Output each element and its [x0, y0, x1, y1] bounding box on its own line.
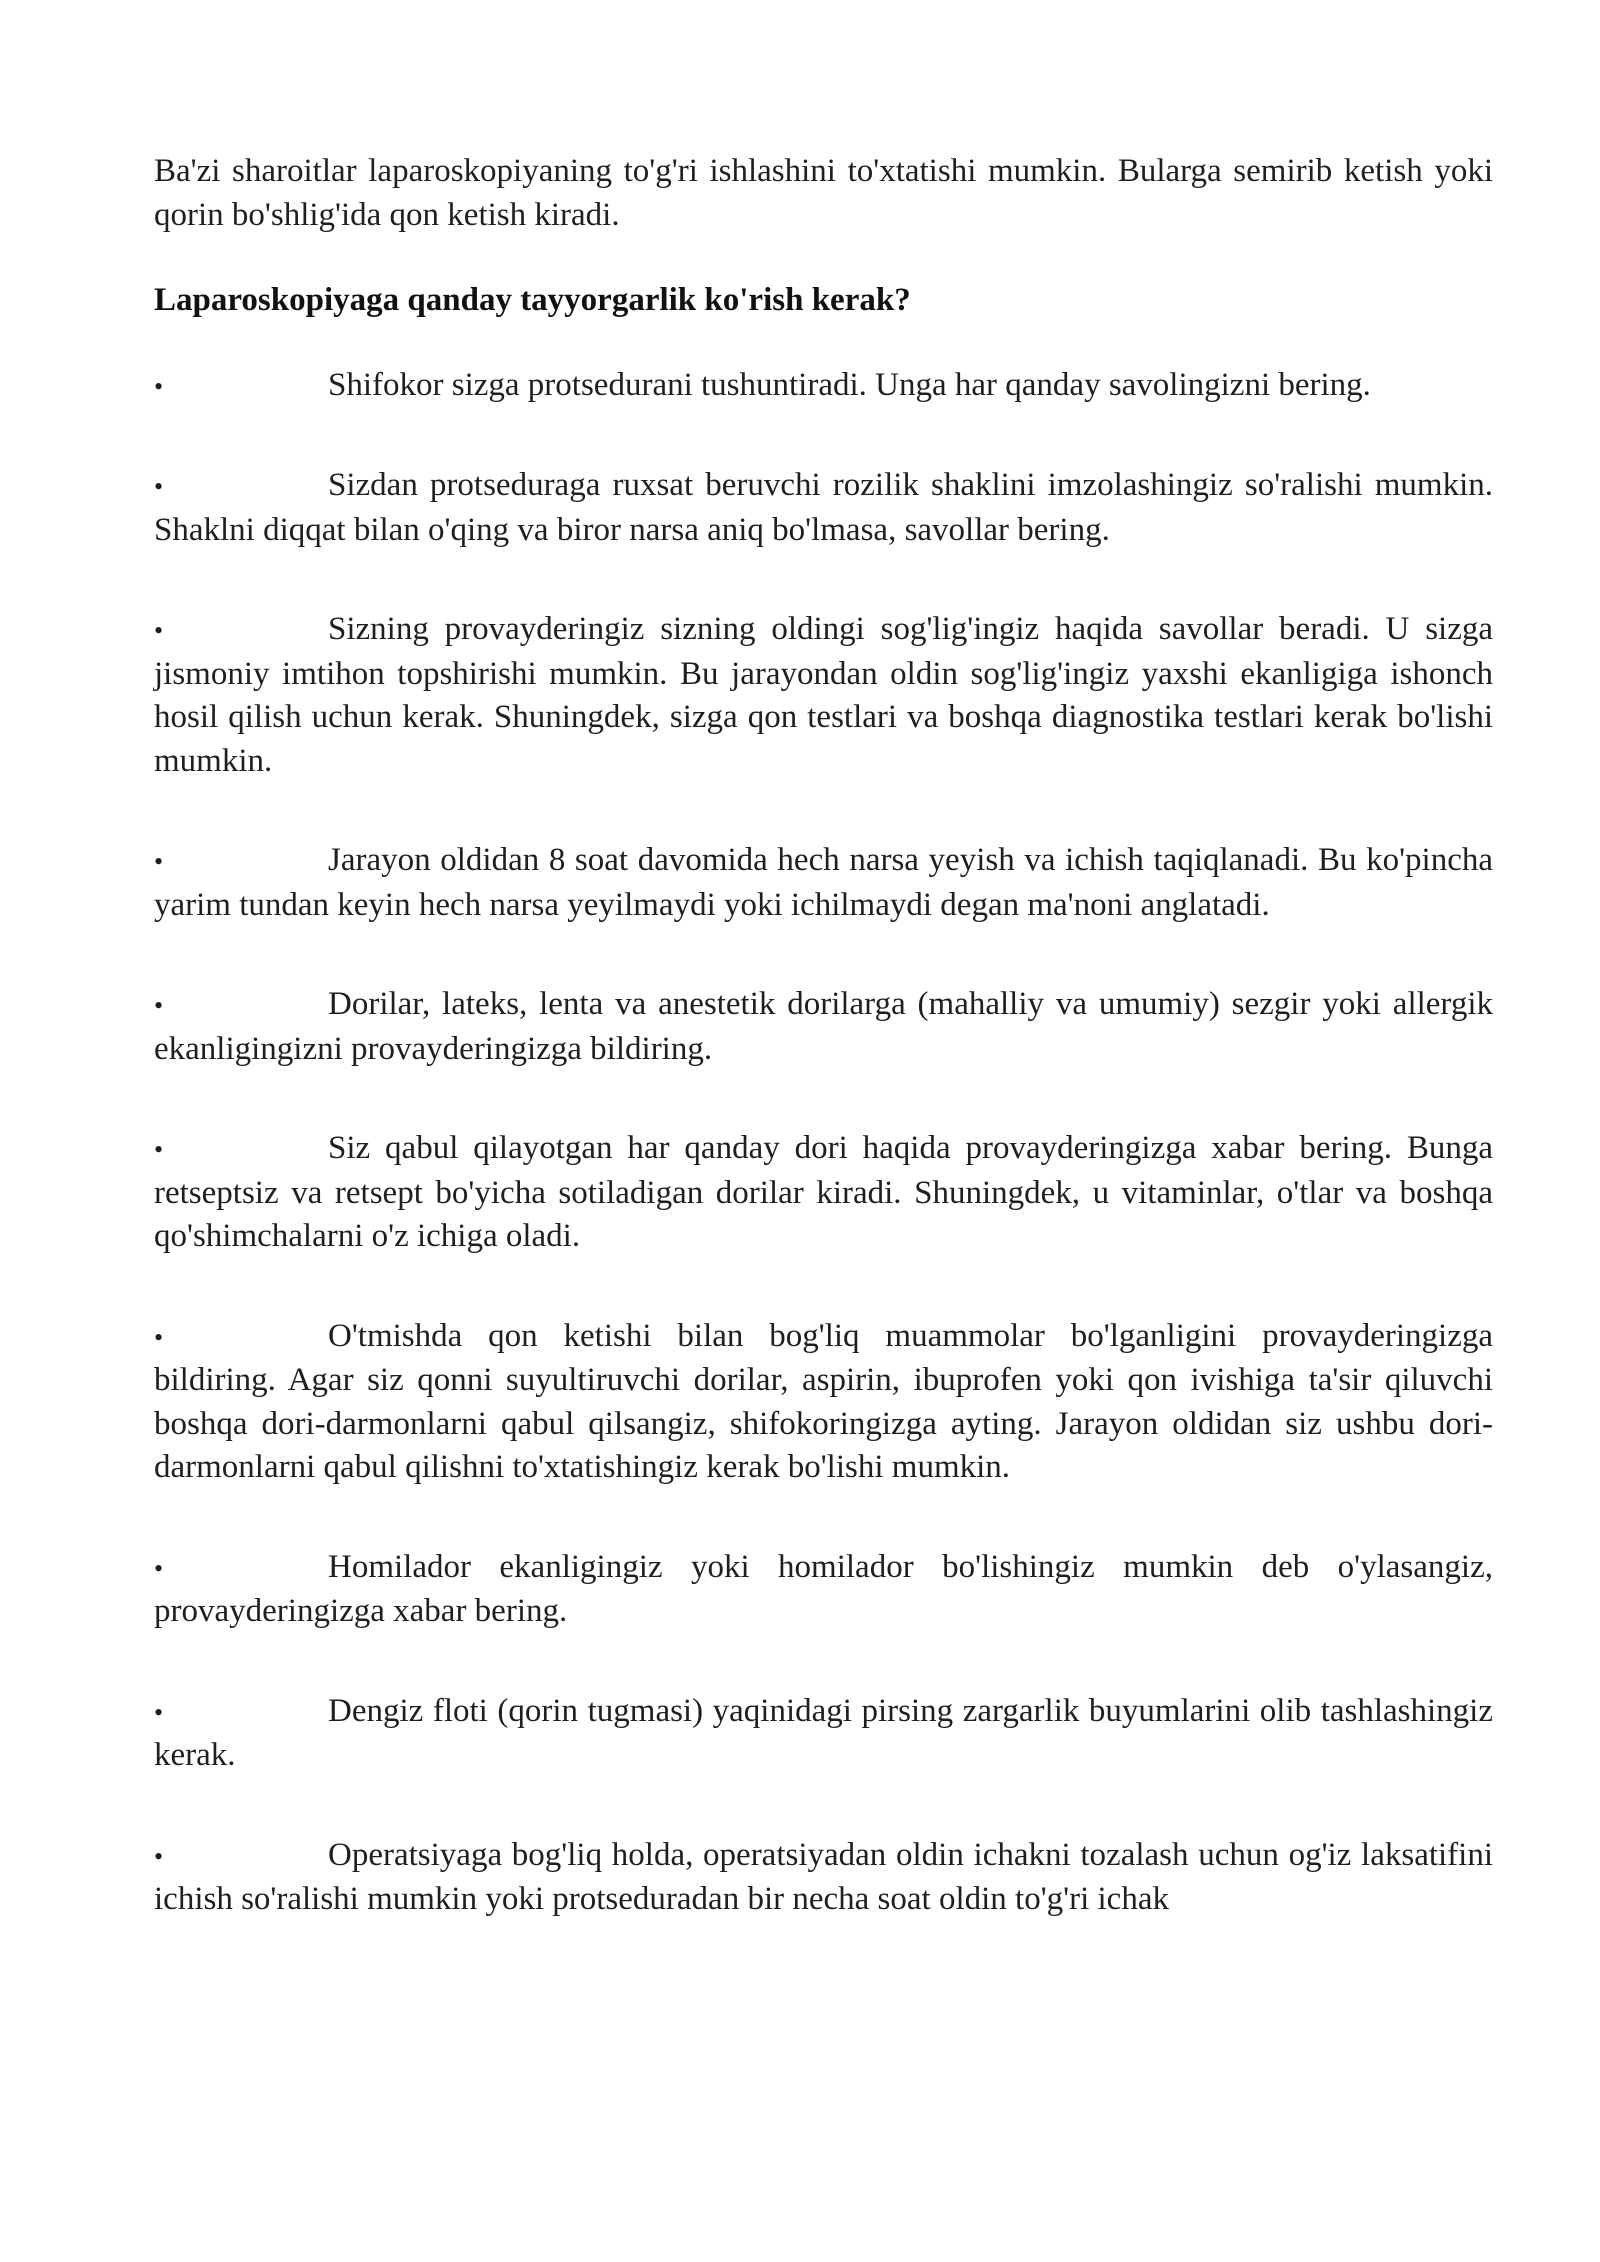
- list-item: [154, 364, 1493, 409]
- list-item-text: Sizning provayderingiz sizning oldingi sog'lig'ingiz haqida savollar beradi. U sizga jismoniy imtihon topshirishi mumkin. Bu jarayondan oldin sog'lig'ingiz yaxshi ekanligiga ishonch hosil qilish uchun kerak. Shuningdek, sizga qon testlari va boshqa diagnostika testlari kerak bo'lishi mumkin.: [154, 611, 1493, 779]
- bullet-icon: •: [154, 1135, 164, 1164]
- bullet-icon: •: [154, 1697, 164, 1727]
- list-item-text: Dengiz floti (qorin tugmasi) yaqinidagi pirsing zargarlik buyumlarini olib tashlashingiz kerak.: [154, 1692, 1493, 1773]
- list-item: [154, 608, 1493, 783]
- bullet-icon: •: [154, 371, 164, 401]
- intro-paragraph: Ba'zi sharoitlar laparoskopiyaning to'g'ri ishlashini to'xtatishi mumkin. Bularga semirib ketish yoki qorin bo'shlig'ida qon ketish kiradi.: [154, 153, 1493, 233]
- list-item-text: Shifokor sizga protsedurani tushuntiradi. Unga har qanday savolingizni bering.: [328, 366, 1371, 403]
- list-item: [154, 1690, 1493, 1778]
- bullet-icon: •: [154, 991, 164, 1020]
- bullet-icon: •: [154, 847, 164, 876]
- bullet-icon: •: [154, 472, 164, 501]
- list-item-text: Homilador ekanligingiz yoki homilador bo'lishingiz mumkin deb o'ylasangiz, provayderingizga xabar bering.: [154, 1548, 1493, 1629]
- list-item-text: Operatsiyaga bog'liq holda, operatsiyadan oldin ichakni tozalash uchun og'iz laksatifini ichish so'ralishi mumkin yoki protseduradan bir necha soat oldin to'g'ri ichak: [154, 1836, 1493, 1917]
- list-item: [154, 1834, 1493, 1922]
- section-heading: Laparoskopiyaga qanday tayyorgarlik ko'rish kerak?: [154, 282, 911, 318]
- list-item: [154, 1315, 1493, 1490]
- list-item: [154, 983, 1493, 1071]
- list-item-text: Siz qabul qilayotgan har qanday dori haqida provayderingizga xabar bering. Bunga retseptsiz va retsept bo'yicha sotiladigan dorilar kiradi. Shuningdek, u vitaminlar, o'tlar va boshqa qo'shimchalarni o'z ichiga oladi.: [154, 1130, 1493, 1254]
- list-item: [154, 1127, 1493, 1259]
- bullet-icon: •: [154, 616, 164, 645]
- list-item: [154, 1546, 1493, 1634]
- list-item-text: O'tmishda qon ketishi bilan bog'liq muammolar bo'lganligini provayderingizga bildiring. Agar siz qonni suyultiruvchi dorilar, aspirin, ibuprofen yoki qon ivishiga ta'sir qiluvchi boshqa dori-darmonlarni qabul qilsangiz, shifokoringizga ayting. Jarayon oldidan siz ushbu dori-darmonlarni qabul qilishni to'xtatishingiz kerak bo'lishi mumkin.: [154, 1317, 1493, 1485]
- bullet-icon: •: [154, 1553, 164, 1583]
- document-body: [154, 150, 1493, 1978]
- list-item-text: Sizdan protseduraga ruxsat beruvchi rozilik shaklini imzolashingiz so'ralishi mumkin. Shaklni diqqat bilan o'qing va biror narsa aniq bo'lmasa, savollar bering.: [154, 467, 1493, 548]
- preparation-list: [154, 364, 1493, 1922]
- bullet-icon: •: [154, 1322, 164, 1352]
- bullet-icon: •: [154, 1841, 164, 1871]
- list-item-text: Jarayon oldidan 8 soat davomida hech narsa yeyish va ichish taqiqlanadi. Bu ko'pincha yarim tundan keyin hech narsa yeyilmaydi yoki ichilmaydi degan ma'noni anglatadi.: [154, 842, 1493, 923]
- list-item: [154, 464, 1493, 552]
- list-item: [154, 839, 1493, 927]
- list-item-text: Dorilar, lateks, lenta va anestetik dorilarga (mahalliy va umumiy) sezgir yoki allergik ekanligingizni provayderingizga bildiring.: [154, 986, 1493, 1067]
